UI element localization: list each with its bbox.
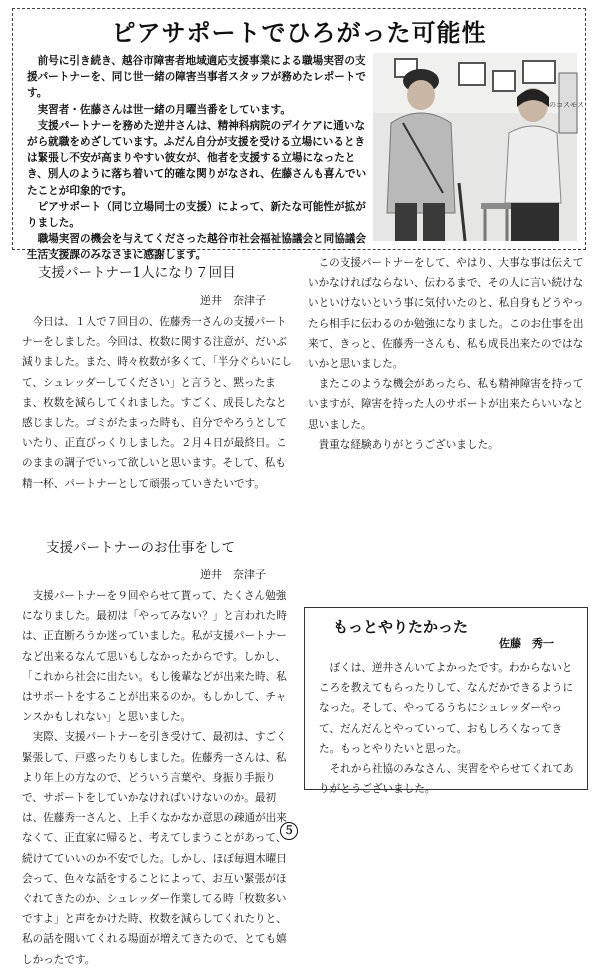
section2-body-right — [308, 253, 584, 455]
section2-author: 逆井 奈津子 — [200, 568, 266, 581]
section1-title: 支援パートナー1人になり７回目 — [38, 265, 236, 281]
side-box-paragraph: ぼくは、逆井さんいてよかったです。わからないところを教えてもらったりして、なんだかできるようになった。そして、やってるうちにシュレッダーやって、だんだんとやっていって、おもしろくなってきた。もっとやりたいと思った。 — [319, 662, 574, 755]
intro-paragraph: 職場実習の機会を与えてくださった越谷市社会福祉協議会と同協議会生活支援課のみなさまに感謝します。 — [27, 233, 366, 262]
feature-photo — [373, 53, 584, 241]
section1-author: 逆井 奈津子 — [200, 294, 266, 307]
section2-paragraph: 貴重な経験ありがとうございました。 — [308, 438, 499, 451]
side-box — [304, 607, 588, 796]
page-number: ５ — [280, 822, 298, 840]
feature-title: ピアサポートでひろがった可能性 — [111, 19, 487, 47]
side-box-title: もっとやりたかった — [333, 618, 469, 636]
photo-illustration — [373, 53, 584, 241]
section2-body-left — [22, 586, 294, 970]
section2-paragraph: 実際、支援パートナーを引き受けて、最初は、すごく緊張して、戸惑ったりもしました。佐藤秀一さんは、私より年上の方なので、どういう言葉や、身振り手振りで、サポートをしていかなければいけないのか。最初は、佐藤秀一さんと、上手くなかなか意思の疎通が出来なくて、正直家に帰ると、考えてしまうことがあって、続けてていいのか不安でした。しかし、ほぼ毎週木曜日会って、色々な話をすることによって、お互い緊張がほぐれてきたのか、シュレッダー作業してる時「枚数多いですよ」と声をかけた時、枚数を減らしてくれたりと、私の話を聞いてくれる場面が増えてきたので、とても嬉しかったです。 — [22, 731, 287, 966]
section1-paragraph: 今日は、１人で７回目の、佐藤秀一さんの支援パートナーをしました。今回は、枚数に関する注意が、だいぶ減りました。また、時々枚数が多くて、「半分ぐらいにして、シュレッダーしてください」と言うと、黙ったまま、枚数を減らしてくれました。すごく、成長したなと感じました。ゴミがたまった時も、自分でやろうとしていたり、正直びっくりしました。２月４日が最終日。このままの調子でいって欲しいと思います。そして、私も精一杯、パートナーとして頑張っていきたいです。 — [22, 316, 292, 490]
intro-paragraph: 実習者・佐藤さんは世一緒の月曜当番をしています。 — [27, 103, 291, 116]
poster-text: のコスモス — [549, 101, 584, 109]
intro-paragraph: 前号に引き続き、越谷市障害者地域適応支援事業による職場実習の支援パートナーを、同じ世一緒の障害当事者スタッフが務めたレポートです。 — [27, 55, 366, 100]
intro-paragraph: 支援パートナーを務めた逆井さんは、精神科病院のデイケアに通いながら就職をめざしています。ふだん自分が支援を受ける立場にいるときは緊張し不安が高まりやすい彼女が、他者を支援する立場になったとき、別人のように落ち着いて的確な関りがなされ、佐藤さんも喜んでいたことが印象的です。 — [27, 119, 367, 197]
section1-body — [22, 312, 294, 494]
side-box-paragraph: それから社協のみなさん、実習をやらせてくれてありがとうございました。 — [319, 763, 574, 796]
section2-title: 支援パートナーのお仕事をして — [46, 540, 235, 556]
section2-paragraph: 支援パートナーを９回やらせて貰って、たくさん勉強になりました。最初は「やってみない？」と言われた時は、正直断ろうか迷っていました。私が支援パートナーなど出来るなんて思いもしなかったからです。しかし、「これから社会に出たい。もし後輩などが出来た時、私はサポートをすることが出来るのか。もしかして、チャンスかもしれない」と思いました。 — [22, 590, 287, 724]
side-box-author: 佐藤 秀一 — [499, 637, 554, 650]
feature-box — [12, 8, 586, 262]
section2-paragraph: この支援パートナーをして、やはり、大事な事は伝えていかなければならない、伝わるまで、その人に言い続けないといけないという事に気付いたのと、私自身もどうやったら相手に伝わるのか勉強になりました。このお仕事を出来て、きっと、佐藤秀一さんも、私も成長出来たのではないかと思いました。 — [308, 257, 584, 371]
intro-paragraph: ピアサポート（同じ立場同士の支援）によって、新たな可能性が拡がりました。 — [27, 200, 366, 230]
feature-intro — [27, 53, 367, 264]
side-box-body — [319, 658, 579, 799]
section2-paragraph: またこのような機会があったら、私も精神障害を持っていますが、障害を持った人のサポートが出来たらいいなと思いました。 — [308, 378, 584, 431]
